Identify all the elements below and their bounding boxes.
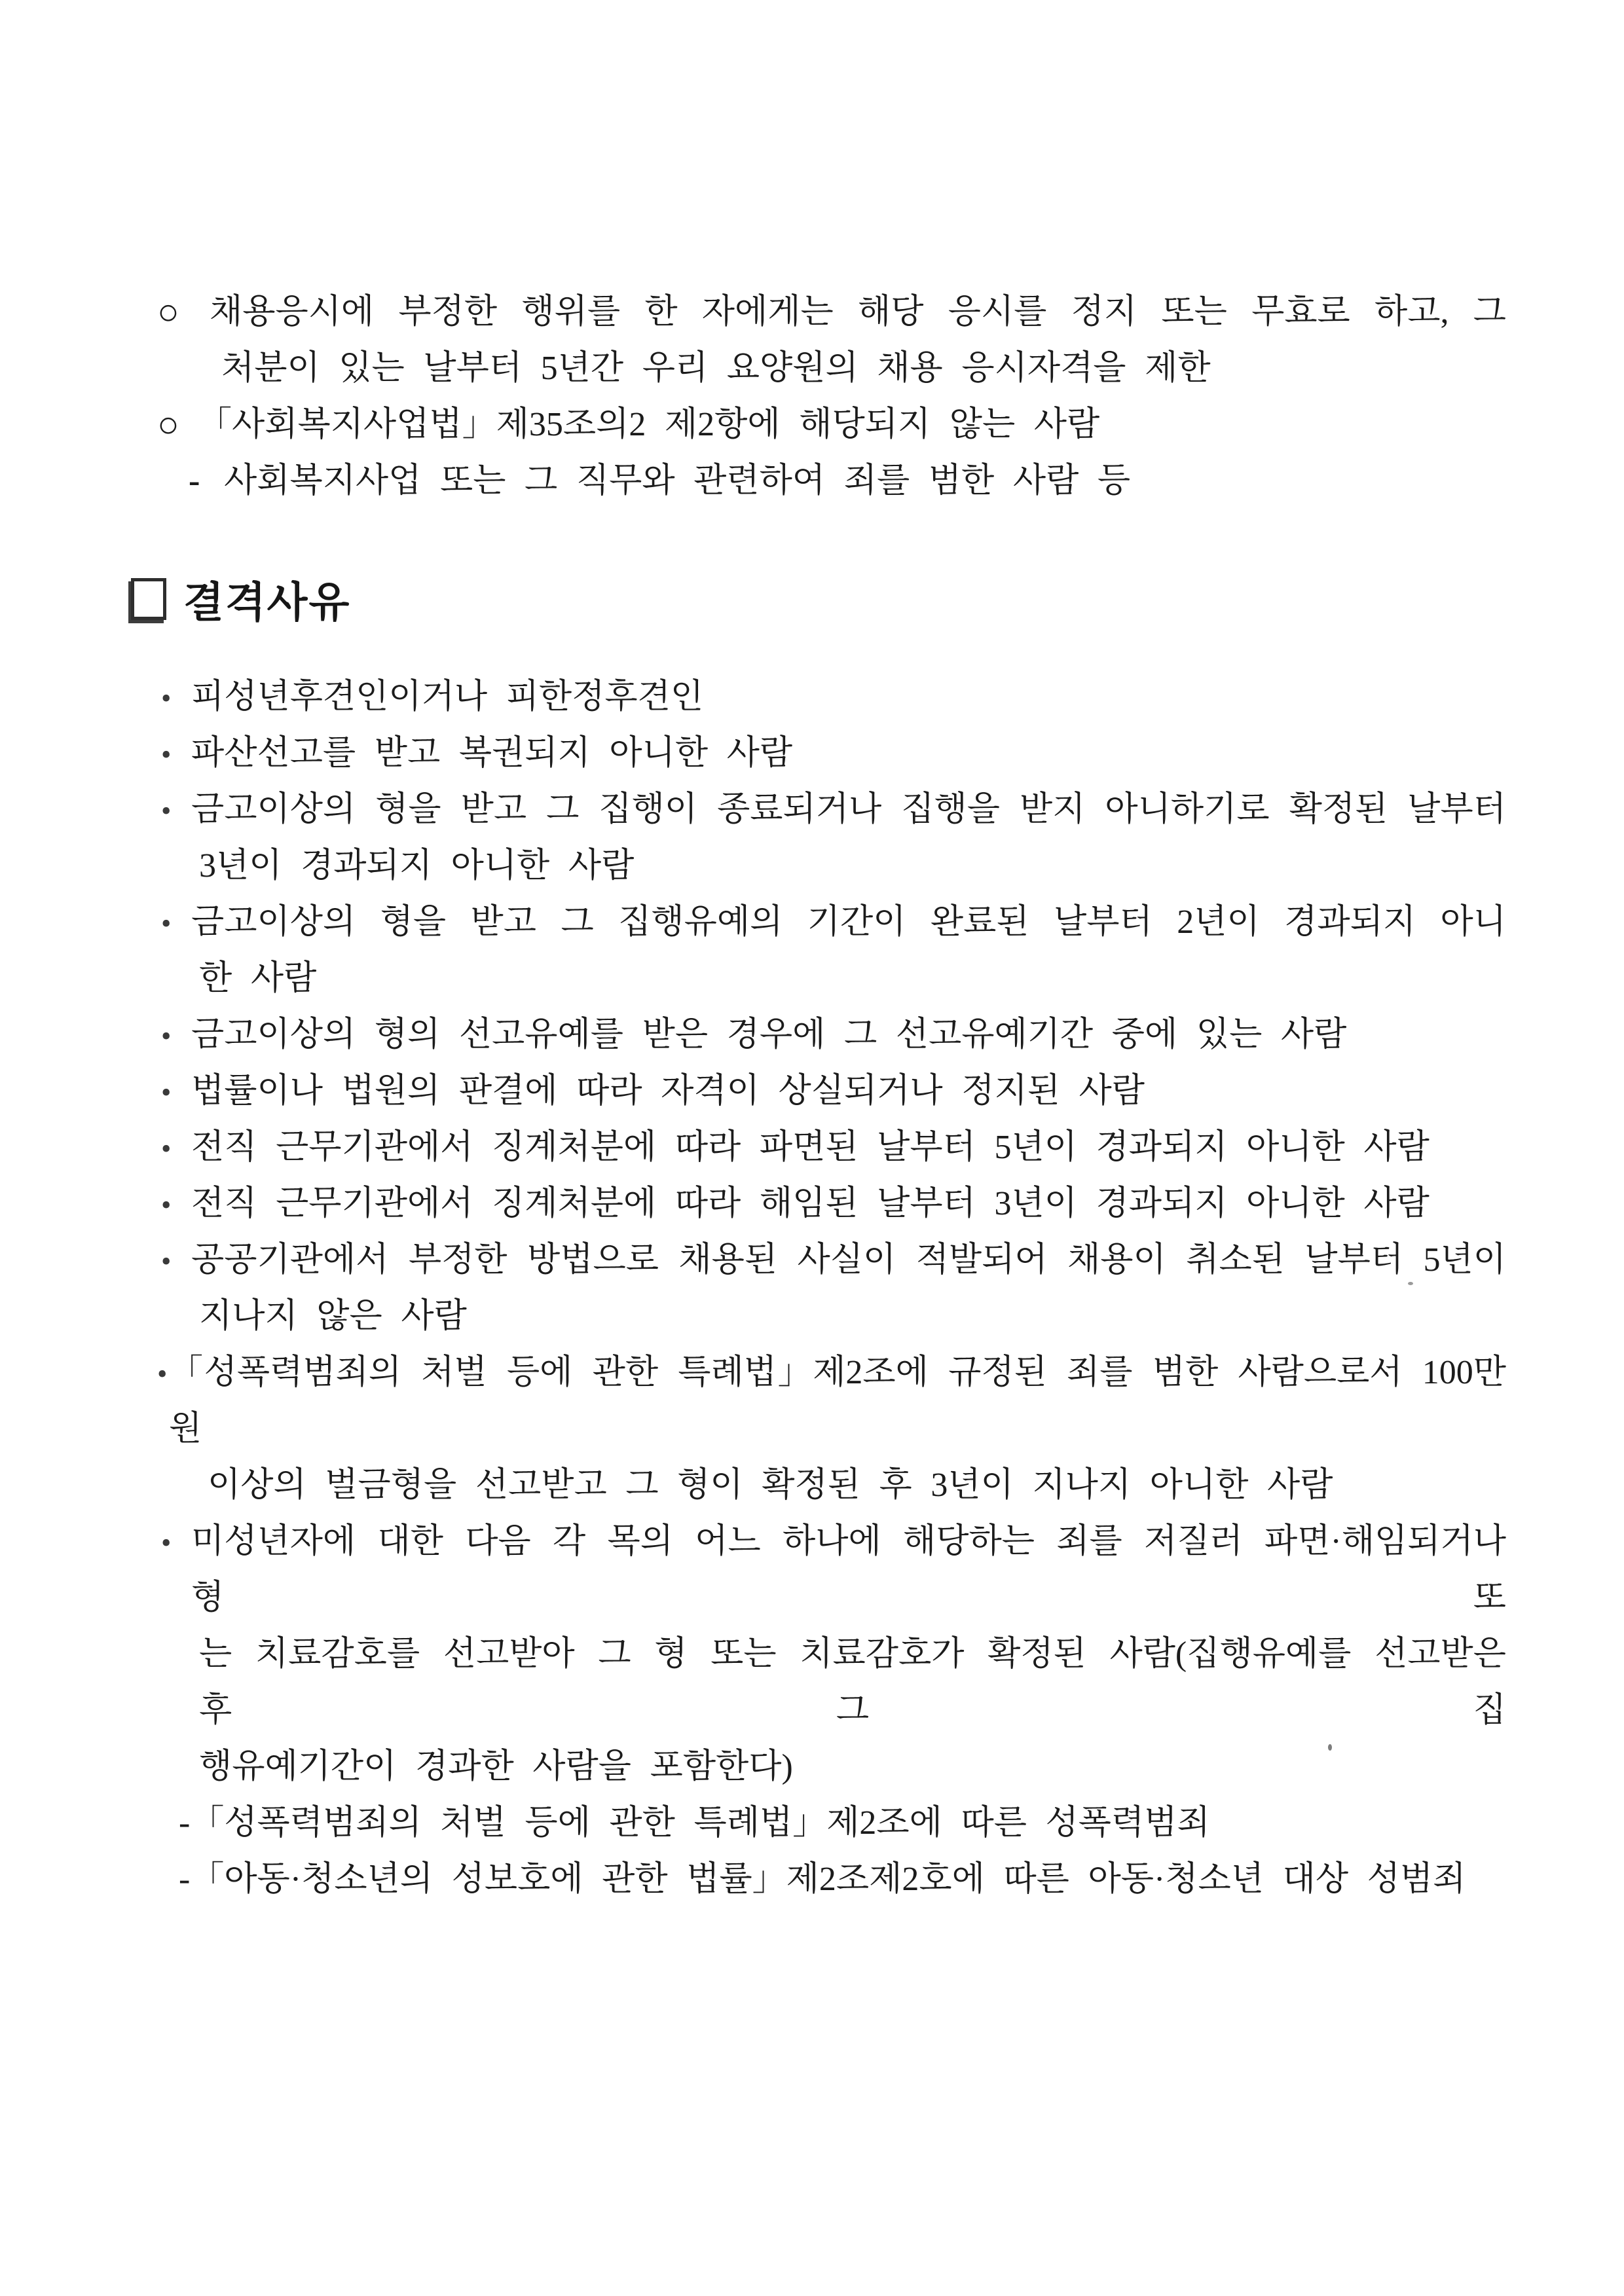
text-line: 행유예기간이 경과한 사람을 포함한다) (199, 1748, 793, 1785)
text-line: -「성폭력범죄의 처벌 등에 관한 특례법」제2조에 따른 성폭력범죄 (179, 1804, 1210, 1842)
list-item-bullet (0, 1176, 1624, 1232)
text-line: 법률이나 법원의 판결에 따라 자격이 상실되거나 정지된 사람 (191, 1072, 1145, 1110)
text-line: 는 치료감호를 선고받아 그 형 또는 치료감호가 확정된 사람(집행유예를 선고받은 후 그 집 (199, 1635, 1506, 1729)
item-text (191, 1063, 1506, 1120)
text-line: 3년이 경과되지 아니한 사람 (199, 847, 635, 884)
text-line: -「아동·청소년의 성보호에 관한 법률」제2조제2호에 따른 아동·청소년 대상 성범죄 (179, 1861, 1466, 1898)
circle-bullet-marker: ○ (157, 405, 179, 445)
document-content (0, 284, 1624, 1908)
list-item-bullet (0, 894, 1624, 1007)
text-line: 처분이 있는 날부터 5년간 우리 요양원의 채용 응시자격을 제한 (221, 350, 1211, 387)
text-line: 전직 근무기관에서 징계처분에 따라 해임된 날부터 3년이 경과되지 아니한 사람 (191, 1185, 1430, 1222)
dot-bullet-marker: • (161, 1076, 172, 1108)
item-text (191, 1514, 1506, 1795)
section-heading-title: 결격사유 (183, 579, 351, 626)
dot-bullet-marker: • (161, 795, 172, 827)
item-text (179, 1851, 1506, 1908)
list-item-bullet (0, 1007, 1624, 1063)
dash-marker: - (189, 462, 200, 500)
scan-artifact-dot (1328, 1744, 1332, 1751)
list-item-bullet (0, 725, 1624, 782)
dot-bullet-marker: • (157, 1358, 168, 1390)
dot-bullet-marker: • (161, 1527, 172, 1559)
circle-bullet-marker: ○ (157, 292, 179, 333)
list-item-dash (0, 453, 1624, 509)
list-item-subdash (0, 1851, 1624, 1908)
item-text (169, 1345, 1506, 1514)
text-line: 파산선고를 받고 복권되지 아니한 사람 (191, 735, 793, 772)
item-text (191, 782, 1506, 894)
text-line: 전직 근무기관에서 징계처분에 따라 파면된 날부터 5년이 경과되지 아니한 사람 (191, 1129, 1430, 1166)
item-text (198, 397, 1506, 453)
list-item-bullet (0, 1232, 1624, 1345)
item-text (179, 1795, 1506, 1851)
item-text (191, 1176, 1506, 1232)
item-text (191, 1232, 1506, 1345)
dot-bullet-marker: • (161, 1245, 172, 1277)
list-item-bullet (0, 1514, 1624, 1795)
list-item-bullet (0, 669, 1624, 725)
text-line: 「사회복지사업법」제35조의2 제2항에 해당되지 않는 사람 (198, 406, 1100, 443)
item-text (191, 894, 1506, 1007)
list-item-circle (0, 397, 1624, 453)
list-item-bullet (0, 1120, 1624, 1176)
disqualification-list (0, 669, 1624, 1908)
text-line: 금고이상의 형을 받고 그 집행유예의 기간이 완료된 날부터 2년이 경과되지 아니 (191, 903, 1506, 941)
item-text (191, 725, 1506, 782)
list-item-circle (0, 284, 1624, 397)
dot-bullet-marker: • (161, 1133, 172, 1165)
text-line: 채용응시에 부정한 행위를 한 자에게는 해당 응시를 정지 또는 무효로 하고, 그 (210, 293, 1506, 331)
list-item-bullet (0, 782, 1624, 894)
dot-bullet-marker: • (161, 907, 172, 939)
square-checkbox-icon (131, 578, 166, 620)
text-line: 「성폭력범죄의 처벌 등에 관한 특례법」제2조에 규정된 죄를 범한 사람으로서 100만원 (169, 1354, 1506, 1448)
text-line: 피성년후견인이거나 피한정후견인 (191, 678, 704, 716)
scan-artifact-dot (1408, 1282, 1413, 1285)
list-item-bullet (0, 1063, 1624, 1120)
text-line: 금고이상의 형을 받고 그 집행이 종료되거나 집행을 받지 아니하기로 확정된 날부터 (191, 791, 1506, 828)
intro-list (0, 284, 1624, 509)
text-line: 이상의 벌금형을 선고받고 그 형이 확정된 후 3년이 지나지 아니한 사람 (208, 1467, 1333, 1504)
dot-bullet-marker: • (161, 1020, 172, 1052)
text-line: 금고이상의 형의 선고유예를 받은 경우에 그 선고유예기간 중에 있는 사람 (191, 1016, 1347, 1053)
dot-bullet-marker: • (161, 1189, 172, 1221)
text-line: 공공기관에서 부정한 방법으로 채용된 사실이 적발되어 채용이 취소된 날부터 5년이 (191, 1241, 1506, 1279)
text-line: 지나지 않은 사람 (199, 1298, 467, 1335)
item-text (191, 1007, 1506, 1063)
item-text (224, 453, 1506, 509)
text-line: 미성년자에 대한 다음 각 목의 어느 하나에 해당하는 죄를 저질러 파면·해임되거나 형 또 (191, 1523, 1506, 1616)
dot-bullet-marker: • (161, 682, 172, 714)
text-line: 사회복지사업 또는 그 직무와 관련하여 죄를 범한 사람 등 (224, 462, 1131, 500)
text-line: 한 사람 (199, 960, 317, 997)
dot-bullet-marker: • (161, 738, 172, 771)
section-heading (131, 576, 1624, 626)
item-text (210, 284, 1506, 397)
list-item-subdash (0, 1795, 1624, 1851)
item-text (191, 669, 1506, 725)
list-item-bullet-tight (0, 1345, 1624, 1514)
item-text (191, 1120, 1506, 1176)
